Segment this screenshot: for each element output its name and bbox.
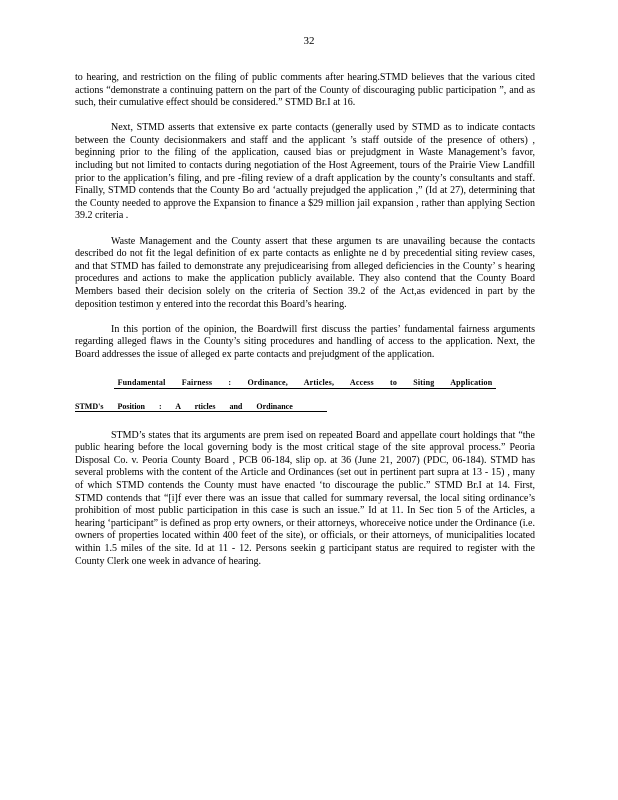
section-heading-text: Fundamental Fairness : Ordinance, Articles, Access to Siting Application [114, 378, 497, 389]
paragraph-ex-parte: Next, STMD asserts that extensive ex parte contacts (generally used by STMD as to indicate contacts between the County decisionmakers and staff and the applicant ’s staff outside of the presence of others) , beginning prior to the filing of the application, caused bias or prejudgment in Waste Management’s favor, including but not limited to contacts during negotiation of the Host Agreement, tours of the Prairie View Landfill prior to the application’s filing, and pre -filing review of a draft application by the county’s consultants and staff. Finally, STMD contends that the County Bo ard ‘actually prejudged the application ,” (Id at 27), determining that the County needed to approve the Expansion to finance a $29 million jail expansion , rather than applying Section 39.2 criteria . [75, 122, 535, 222]
paragraph-response: Waste Management and the County assert that these argumen ts are unavailing because the contacts described do not fit the legal definition of ex parte contacts as enlighte ne d by precedential siting review cases, and that STMD has failed to demonstrate any prejudicearising from alleged deficiencies in the County’ s hearing procedures and actions to make the application publicly available. They also contend that the County Board Members based their decision solely on the criteria of Section 39.2 of the Act,as evidenced in part by the deposition testimon y entered into the recordat this Board’s hearing. [75, 235, 535, 310]
paragraph-continuation: to hearing, and restriction on the filing of public comments after hearing.STMD believes that the various cited actions “demonstrate a continuing pattern on the part of the County of discouraging public participation ”, and as such, their cumulative effect should be considered.” STMD Br.I at 16. [75, 72, 535, 109]
document-body [75, 72, 535, 581]
section-heading [75, 377, 535, 391]
subsection-heading-text: STMD's Position : A rticles and Ordinance [75, 402, 327, 412]
subsection-heading [75, 401, 535, 414]
paragraph-overview: In this portion of the opinion, the Boardwill first discuss the parties’ fundamental fairness arguments regarding alleged flaws in the County’s siting procedures and handling of access to the application. Next, the Board addresses the issue of alleged ex parte contacts and prejudgment of the application. [75, 323, 535, 360]
page-number: 32 [303, 35, 315, 47]
paragraph-stmd-position: STMD’s states that its arguments are prem ised on repeated Board and appellate court holdings that “the public hearing before the local governing body is the most critical stage of the site approval process.” Peoria Disposal Co. v. Peoria County Board , PCB 06-184, slip op. at 36 (June 21, 2007) (PDC, 06-184). STMD has several problems with the content of the Article and Ordinances (set out in pertinent part supra at 13 - 15) , many of which STMD contends the County must have enacted ‘to discourage the public.” STMD Br.I at 14. First, STMD contends that “[i]f ever there was an issue that called for summary reversal, the local siting ordinance’s prohibition of most public participation in this case is such an issue.” Id at 11. In Sec tion 5 of the Articles, a hearing ‘participant” is defined as prop erty owners, or their attorneys, whoreceive notice under the Ordinance (i.e. owners of properties located within 400 feet of the site), or officials, or their attorneys, of municipalities located within 1.5 miles of the site. Id at 11 - 12. Persons seekin g participant status are required to register with the County Clerk one week in advance of hearing. [75, 429, 535, 567]
